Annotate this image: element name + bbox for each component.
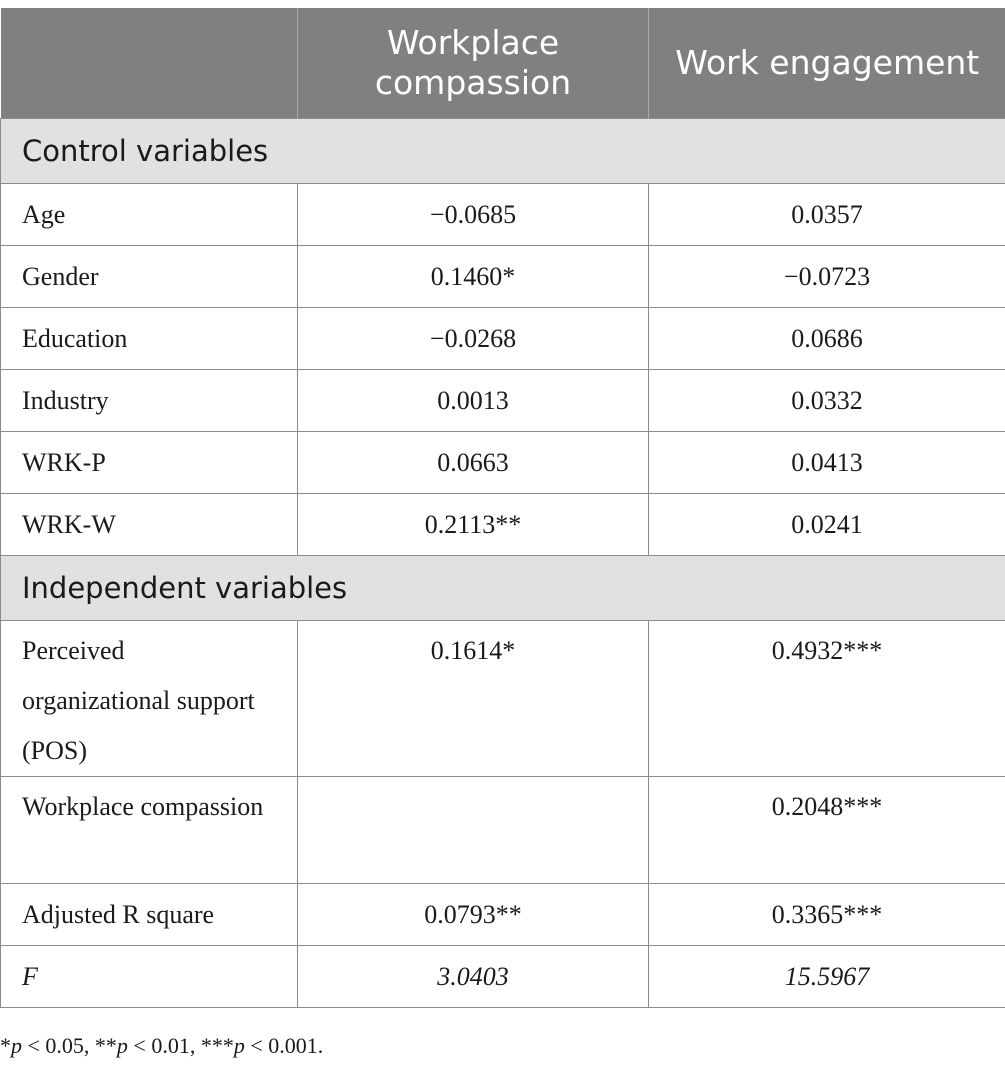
table-row-pos bbox=[1, 621, 1005, 777]
footnote-p-2: p bbox=[116, 1033, 128, 1058]
table-row-f bbox=[1, 946, 1005, 1008]
row-label: WRK-W bbox=[1, 494, 298, 556]
table-footnote bbox=[0, 1033, 323, 1059]
footnote-stars-3: *** bbox=[200, 1033, 234, 1058]
header-workplace-compassion: Workplace compassion bbox=[298, 8, 649, 119]
header-row bbox=[1, 8, 1005, 119]
cell-work-engagement: 0.0241 bbox=[649, 494, 1005, 556]
row-label: Age bbox=[1, 184, 298, 246]
row-label: Adjusted R square bbox=[1, 884, 298, 946]
table-row-age bbox=[1, 184, 1005, 246]
row-label: Gender bbox=[1, 246, 298, 308]
cell-work-engagement: 0.0413 bbox=[649, 432, 1005, 494]
cell-work-engagement: −0.0723 bbox=[649, 246, 1005, 308]
table-row-education bbox=[1, 308, 1005, 370]
footnote-threshold-2: < 0.01, bbox=[127, 1033, 201, 1058]
cell-workplace-compassion: 0.2113** bbox=[298, 494, 649, 556]
cell-work-engagement: 0.0357 bbox=[649, 184, 1005, 246]
section-label: Independent variables bbox=[1, 556, 1005, 621]
table-row-gender bbox=[1, 246, 1005, 308]
footnote-threshold-3: < 0.001. bbox=[244, 1033, 324, 1058]
cell-work-engagement: 15.5967 bbox=[649, 946, 1005, 1008]
cell-workplace-compassion: 0.0793** bbox=[298, 884, 649, 946]
row-label: Workplace compassion bbox=[1, 777, 298, 884]
section-independent-variables bbox=[1, 556, 1005, 621]
cell-workplace-compassion: 0.1460* bbox=[298, 246, 649, 308]
cell-workplace-compassion: −0.0685 bbox=[298, 184, 649, 246]
header-empty-cell bbox=[1, 8, 298, 119]
cell-work-engagement: 0.0686 bbox=[649, 308, 1005, 370]
row-label: Industry bbox=[1, 370, 298, 432]
row-label: F bbox=[1, 946, 298, 1008]
footnote-p-1: p bbox=[11, 1033, 22, 1058]
regression-table bbox=[0, 8, 1005, 1008]
table-row-workplace-compassion bbox=[1, 777, 1005, 884]
table-row-wrk-w bbox=[1, 494, 1005, 556]
row-label: Education bbox=[1, 308, 298, 370]
cell-work-engagement: 0.4932*** bbox=[649, 621, 1005, 777]
table-row-adjusted-r-square bbox=[1, 884, 1005, 946]
footnote-stars-2: ** bbox=[94, 1033, 117, 1058]
footnote-p-3: p bbox=[233, 1033, 245, 1058]
cell-workplace-compassion: 0.0013 bbox=[298, 370, 649, 432]
row-label: WRK-P bbox=[1, 432, 298, 494]
cell-workplace-compassion: −0.0268 bbox=[298, 308, 649, 370]
cell-work-engagement: 0.2048*** bbox=[649, 777, 1005, 884]
footnote-threshold-1: < 0.05, bbox=[22, 1033, 95, 1058]
section-label: Control variables bbox=[1, 119, 1005, 184]
row-label: Perceived organizational support (POS) bbox=[1, 621, 298, 777]
cell-workplace-compassion: 3.0403 bbox=[298, 946, 649, 1008]
section-control-variables bbox=[1, 119, 1005, 184]
table-row-industry bbox=[1, 370, 1005, 432]
cell-workplace-compassion: 0.0663 bbox=[298, 432, 649, 494]
cell-work-engagement: 0.3365*** bbox=[649, 884, 1005, 946]
cell-workplace-compassion bbox=[298, 777, 649, 884]
header-work-engagement: Work engagement bbox=[649, 8, 1005, 119]
cell-work-engagement: 0.0332 bbox=[649, 370, 1005, 432]
footnote-stars-1: * bbox=[0, 1033, 11, 1058]
table-row-wrk-p bbox=[1, 432, 1005, 494]
cell-workplace-compassion: 0.1614* bbox=[298, 621, 649, 777]
